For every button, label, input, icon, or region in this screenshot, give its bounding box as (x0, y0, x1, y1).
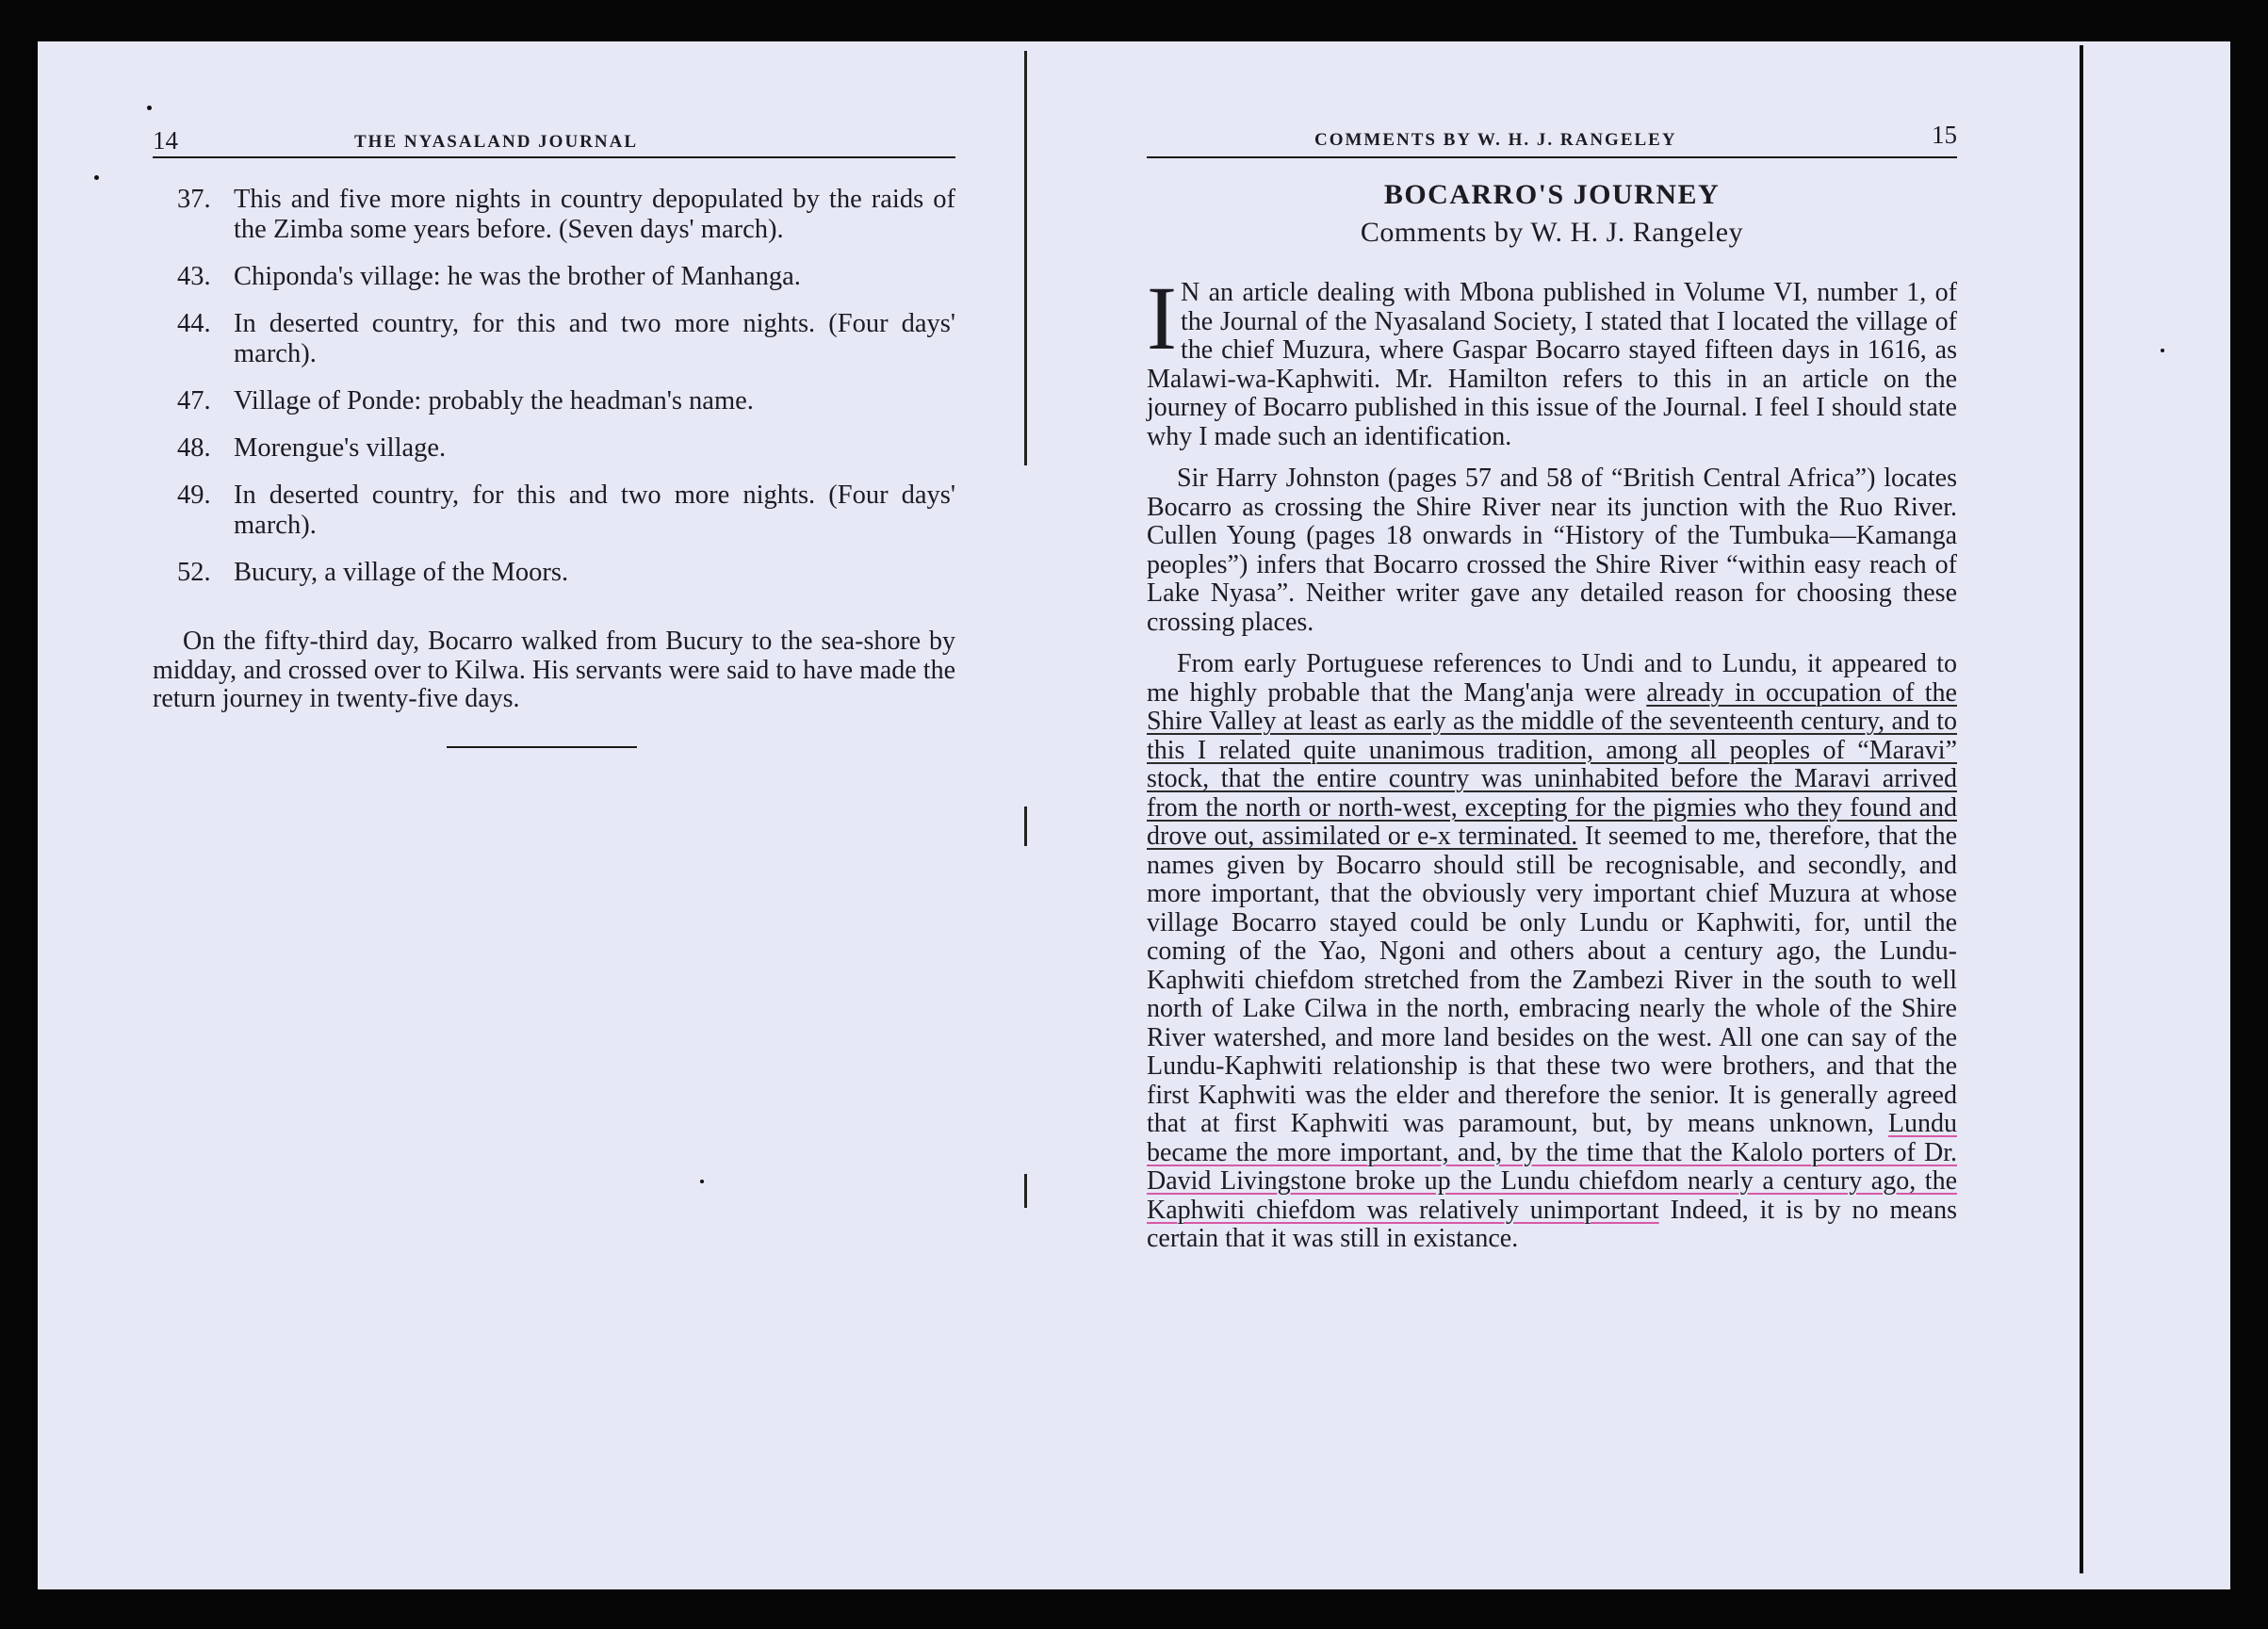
entry-text: In deserted country, for this and two more nights. (Four days' march). (234, 481, 955, 540)
list-item (153, 386, 955, 416)
page-gutter (1024, 41, 1027, 1589)
page-edge-line (2080, 45, 2083, 1573)
right-running-header (1147, 119, 1957, 158)
article-byline: Comments by W. H. J. Rangeley (1360, 217, 1744, 248)
left-running-header (153, 119, 955, 158)
speck-mark (94, 175, 99, 180)
entry-text: Morengue's village. (234, 433, 447, 463)
entry-number: 47. (177, 386, 211, 415)
entry-number: 52. (177, 558, 211, 587)
entry-number: 43. (177, 262, 211, 291)
paragraph-1 (1147, 268, 1957, 451)
left-page-number: 14 (153, 126, 178, 155)
entry-text: Chiponda's village: he was the brother of Manhanga. (234, 262, 801, 291)
article-body (1147, 268, 1957, 1267)
right-running-title: COMMENTS BY W. H. J. RANGELEY (1314, 130, 1677, 150)
paragraph-3-text-end: Indeed, it is by no means certain that it was still in existance. (1147, 1195, 1957, 1253)
list-item (153, 309, 955, 369)
entry-number: 48. (177, 433, 211, 463)
paragraph-3 (1147, 650, 1957, 1254)
closing-paragraph: On the fifty-third day, Bocarro walked from Bucury to the sea-shore by midday, and crossed over to Kilwa. His servants were said to have made the return journey in twenty-five days. (153, 627, 955, 713)
speck-mark (147, 106, 152, 110)
entry-text: Village of Ponde: probably the headman's name. (234, 386, 754, 415)
list-item (153, 558, 955, 588)
paragraph-3-text-middle: It seemed to me, therefore, that the names given by Bocarro should still be recognisable, and secondly, and more important, that the obviously very important chief Muzura at whose village Bocarro stayed could be only Lundu or Kaphwiti, for, until the coming of the Yao, Ngoni and others about a century ago, the Lundu-Kaphwiti chiefdom stretched from the Zambezi River in the south to well north of Lake Cilwa in the north, embracing nearly the whole of the Shire River watershed, and more land besides on the west. All one can say of the Lundu-Kaphwiti relationship is that these two were brothers, and that the first Kaphwiti was the elder and therefore the senior. It is generally agreed that at first Kaphwiti was paramount, but, by means unknown, (1147, 822, 1957, 1138)
list-item (153, 185, 955, 245)
paragraph-2: Sir Harry Johnston (pages 57 and 58 of “British Central Africa”) locates Bocarro as crossing the Shire River near its junction with the Ruo River. Cullen Young (pages 18 onwards in “History of the Tumbuka—Kamanga peoples”) infers that Bocarro crossed the Shire River “within easy reach of Lake Nyasa”. Neither writer gave any detailed reason for choosing these crossing places. (1147, 464, 1957, 637)
speck-mark (700, 1180, 704, 1183)
entry-number: 44. (177, 309, 211, 338)
left-running-title: THE NYASALAND JOURNAL (354, 132, 639, 152)
entry-text: Bucury, a village of the Moors. (234, 558, 569, 587)
list-item (153, 481, 955, 541)
paragraph-1-text: N an article dealing with Mbona published in Volume VI, number 1, of the Journal of the Nyasaland Society, I stated that I located the village of the chief Muzura, where Gaspar Bocarro stayed fifteen days in 1616, as Malawi-wa-Kaphwiti. Mr. Hamilton refers to this in an article on the journey of Bocarro published in this issue of the Journal. I feel I should state why I made such an identification. (1147, 278, 1957, 451)
scanned-book-spread (38, 41, 2230, 1589)
entry-number: 49. (177, 481, 211, 510)
paragraph-3-text-start: From early Portuguese references to Undi and to Lundu, it appeared to me highly probable that the Mang'anja were (1147, 649, 1957, 708)
drop-cap: I (1147, 268, 1177, 368)
ink-underlined-passage: already in occupation of the Shire Valley at least as early as the middle of the seventeenth century, and to this I related quite unanimous tradition, among all peoples of “Maravi” stock, that the entire country was uninhabited before the Maravi arrived from the north or north-west, excepting for the pigmies who they found and drove out, assimilated or e-x terminated. (1147, 677, 1957, 851)
itinerary-list (153, 185, 955, 605)
pink-underlined-passage: Lundu became the more important, and, by the time that the Kalolo porters of Dr. David Livingstone broke up the Lundu chiefdom nearly a century ago, the Kaphwiti chiefdom was relatively unimportant (1147, 1109, 1957, 1225)
entry-number: 37. (177, 185, 211, 214)
list-item (153, 262, 955, 292)
section-end-rule (447, 746, 637, 748)
entry-text: In deserted country, for this and two more nights. (Four days' march). (234, 309, 955, 368)
entry-text: This and five more nights in country depopulated by the raids of the Zimba some years before. (Seven days' march). (234, 185, 955, 244)
list-item (153, 433, 955, 464)
article-heading: BOCARRO'S JOURNEY (1383, 179, 1721, 210)
right-page-number: 15 (1932, 121, 1957, 149)
speck-mark (2161, 349, 2164, 352)
